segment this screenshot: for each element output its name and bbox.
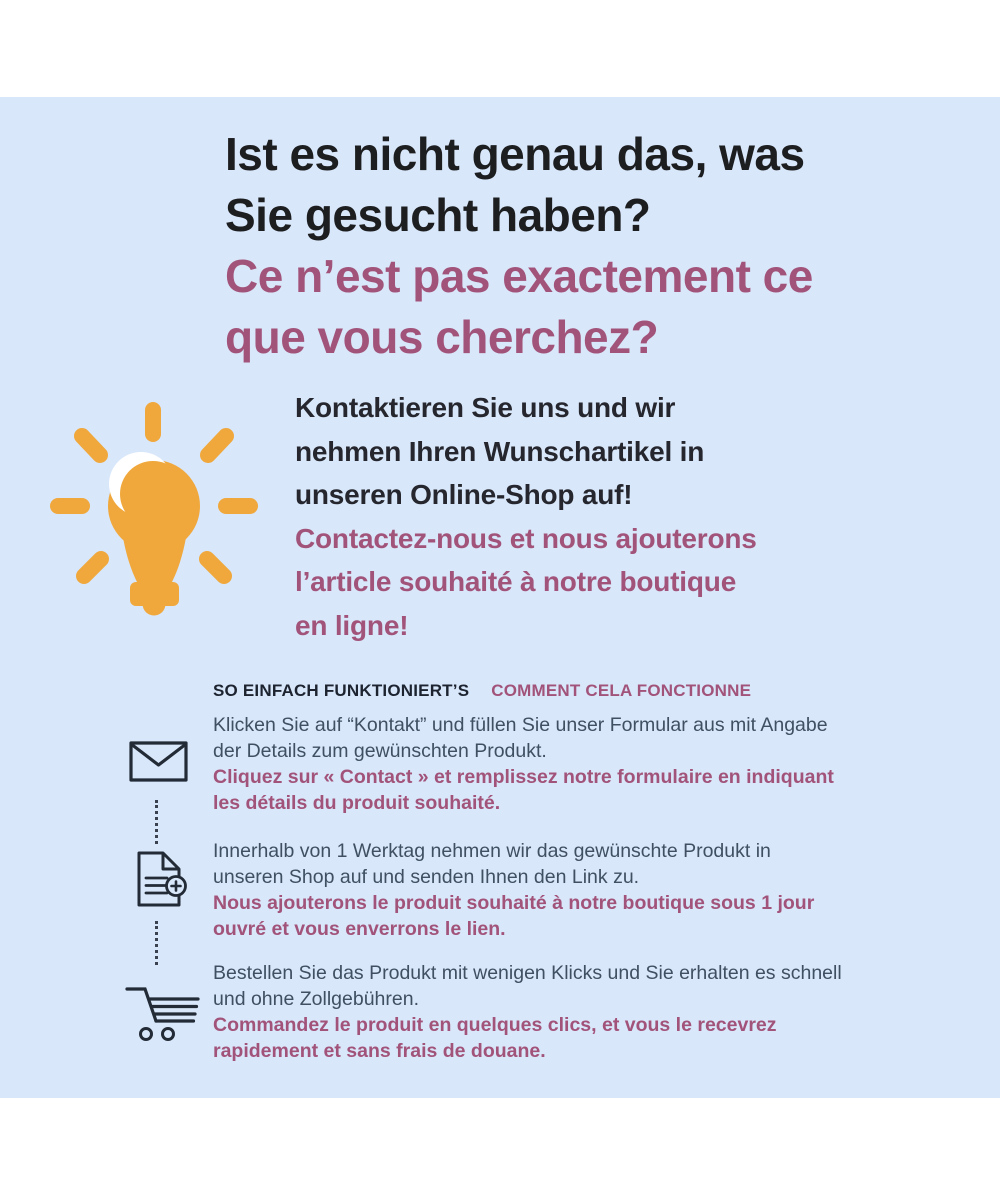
- heading-fr-line1: Ce n’est pas exactement ce: [225, 250, 813, 302]
- step-1-fr-line1: Cliquez sur « Contact » et remplissez notre formulaire en indiquant: [213, 766, 834, 788]
- step-3-fr-line1: Commandez le produit en quelques clics, et vous le recevrez: [213, 1014, 777, 1036]
- step-1: [213, 712, 973, 816]
- step-3-de-line1: Bestellen Sie das Produkt mit wenigen Klicks und Sie erhalten es schnell: [213, 962, 842, 984]
- envelope-icon: [129, 741, 189, 788]
- step-2-fr-line1: Nous ajouterons le produit souhaité à notre boutique sous 1 jour: [213, 892, 815, 914]
- lightbulb-icon: [42, 396, 270, 632]
- step-2-fr-line2: ouvré et vous enverrons le lien.: [213, 918, 506, 940]
- intro-fr-line2: l’article souhaité à notre boutique: [295, 566, 737, 597]
- step-1-de-line1: Klicken Sie auf “Kontakt” und füllen Sie unser Formular aus mit Angabe: [213, 714, 828, 736]
- cart-icon: [119, 983, 201, 1050]
- step-3-fr-line2: rapidement et sans frais de douane.: [213, 1040, 546, 1062]
- step-3: [213, 960, 973, 1064]
- step-2-de-line1: Innerhalb von 1 Werktag nehmen wir das gewünschte Produkt in: [213, 840, 771, 862]
- how-it-works-header: [213, 681, 751, 701]
- step-1-fr-line2: les détails du produit souhaité.: [213, 792, 501, 814]
- heading-fr-line2: que vous cherchez?: [225, 311, 659, 363]
- how-it-works-title-fr: COMMENT CELA FONCTIONNE: [491, 681, 752, 700]
- how-it-works-title-de: SO EINFACH FUNKTIONIERT’S: [213, 681, 470, 700]
- step-2-de-line2: unseren Shop auf und senden Ihnen den Link zu.: [213, 866, 640, 888]
- heading-de-line2: Sie gesucht haben?: [225, 189, 651, 241]
- intro-de-line2: nehmen Ihren Wunschartikel in: [295, 435, 705, 467]
- intro-de-line3: unseren Online-Shop auf!: [295, 479, 633, 510]
- intro-text: [295, 386, 757, 647]
- main-heading: [225, 124, 813, 368]
- heading-de-line1: Ist es nicht genau das, was: [225, 128, 805, 180]
- intro-de-line1: Kontaktieren Sie uns und wir: [295, 392, 676, 423]
- intro-fr-line1: Contactez-nous et nous ajouterons: [295, 522, 757, 554]
- step-1-de-line2: der Details zum gewünschten Produkt.: [213, 740, 547, 762]
- intro-fr-line3: en ligne!: [295, 609, 409, 641]
- dotted-connector-2: [155, 921, 158, 965]
- dotted-connector-1: [155, 800, 158, 844]
- step-2: [213, 838, 973, 942]
- step-3-de-line2: und ohne Zollgebühren.: [213, 988, 419, 1010]
- document-add-icon: [127, 849, 189, 914]
